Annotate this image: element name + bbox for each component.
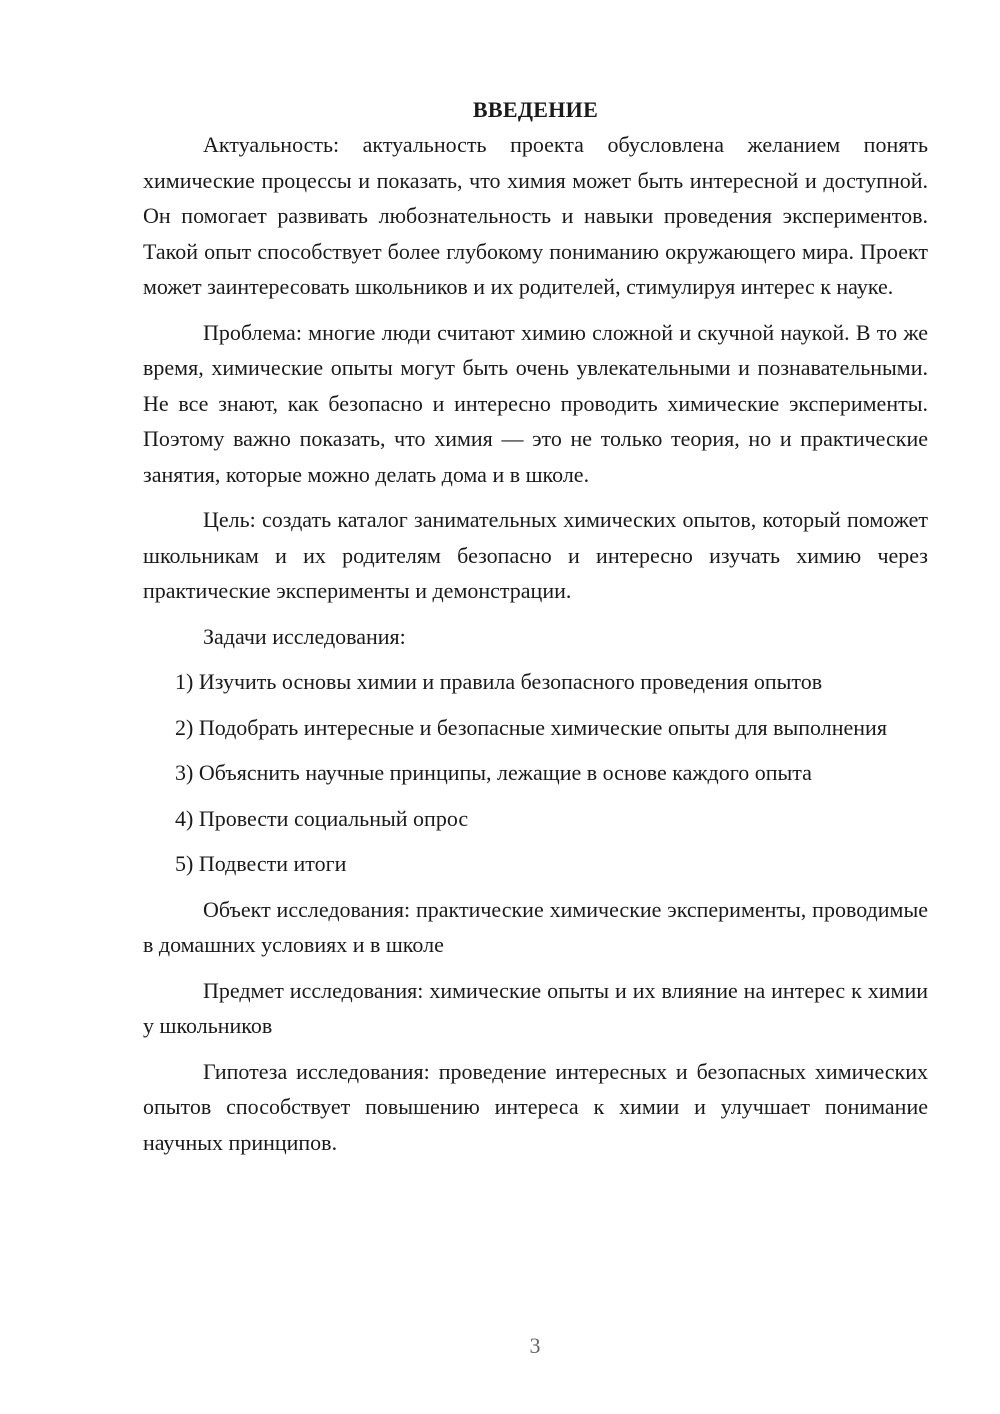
task-item-5: 5) Подвести итоги [175, 851, 347, 876]
task-item-2: 2) Подобрать интересные и безопасные химические опыты для выполнения [175, 714, 887, 740]
page-number: 3 [529, 1333, 541, 1358]
task-item-1: 1) Изучить основы химии и правила безопасного проведения опытов [175, 669, 823, 694]
task-item-4: 4) Провести социальный опрос [175, 805, 469, 831]
task-item-3: 3) Объяснить научные принципы, лежащие в основе каждого опыта [175, 760, 812, 785]
paragraph-object: Объект исследования: практические химические эксперименты, проводимые в домашних условиях и в школе [143, 896, 928, 957]
paragraph-relevance: Актуальность: актуальность проекта обусловлена желанием понять химические процессы и показать, что химия может быть интересной и доступной. Он помогает развивать любознательность и навыки проведения экспериментов. Такой опыт способствует более глубокому пониманию окружающего мира. Проект может заинтересовать школьников и их родителей, стимулируя интерес к науке. [143, 132, 928, 299]
document-page [143, 92, 928, 1170]
page-title: ВВЕДЕНИЕ [472, 97, 599, 122]
paragraph-subject: Предмет исследования: химические опыты и их влияние на интерес к химии у школьников [143, 977, 928, 1038]
paragraph-hypothesis: Гипотеза исследования: проведение интересных и безопасных химических опытов способствует повышению интереса к химии и улучшает понимание научных принципов. [143, 1058, 928, 1155]
tasks-heading: Задачи исследования: [203, 623, 406, 649]
paragraph-goal: Цель: создать каталог занимательных химических опытов, который поможет школьникам и их родителям безопасно и интересно изучать химию через практические эксперименты и демонстрации. [143, 507, 928, 603]
paragraph-problem: Проблема: многие люди считают химию сложной и скучной наукой. В то же время, химические опыты могут быть очень увлекательными и познавательными. Не все знают, как безопасно и интересно проводить химические эксперименты. Поэтому важно показать, что химия — это не только теория, но и практические занятия, которые можно делать дома и в школе. [143, 319, 928, 487]
